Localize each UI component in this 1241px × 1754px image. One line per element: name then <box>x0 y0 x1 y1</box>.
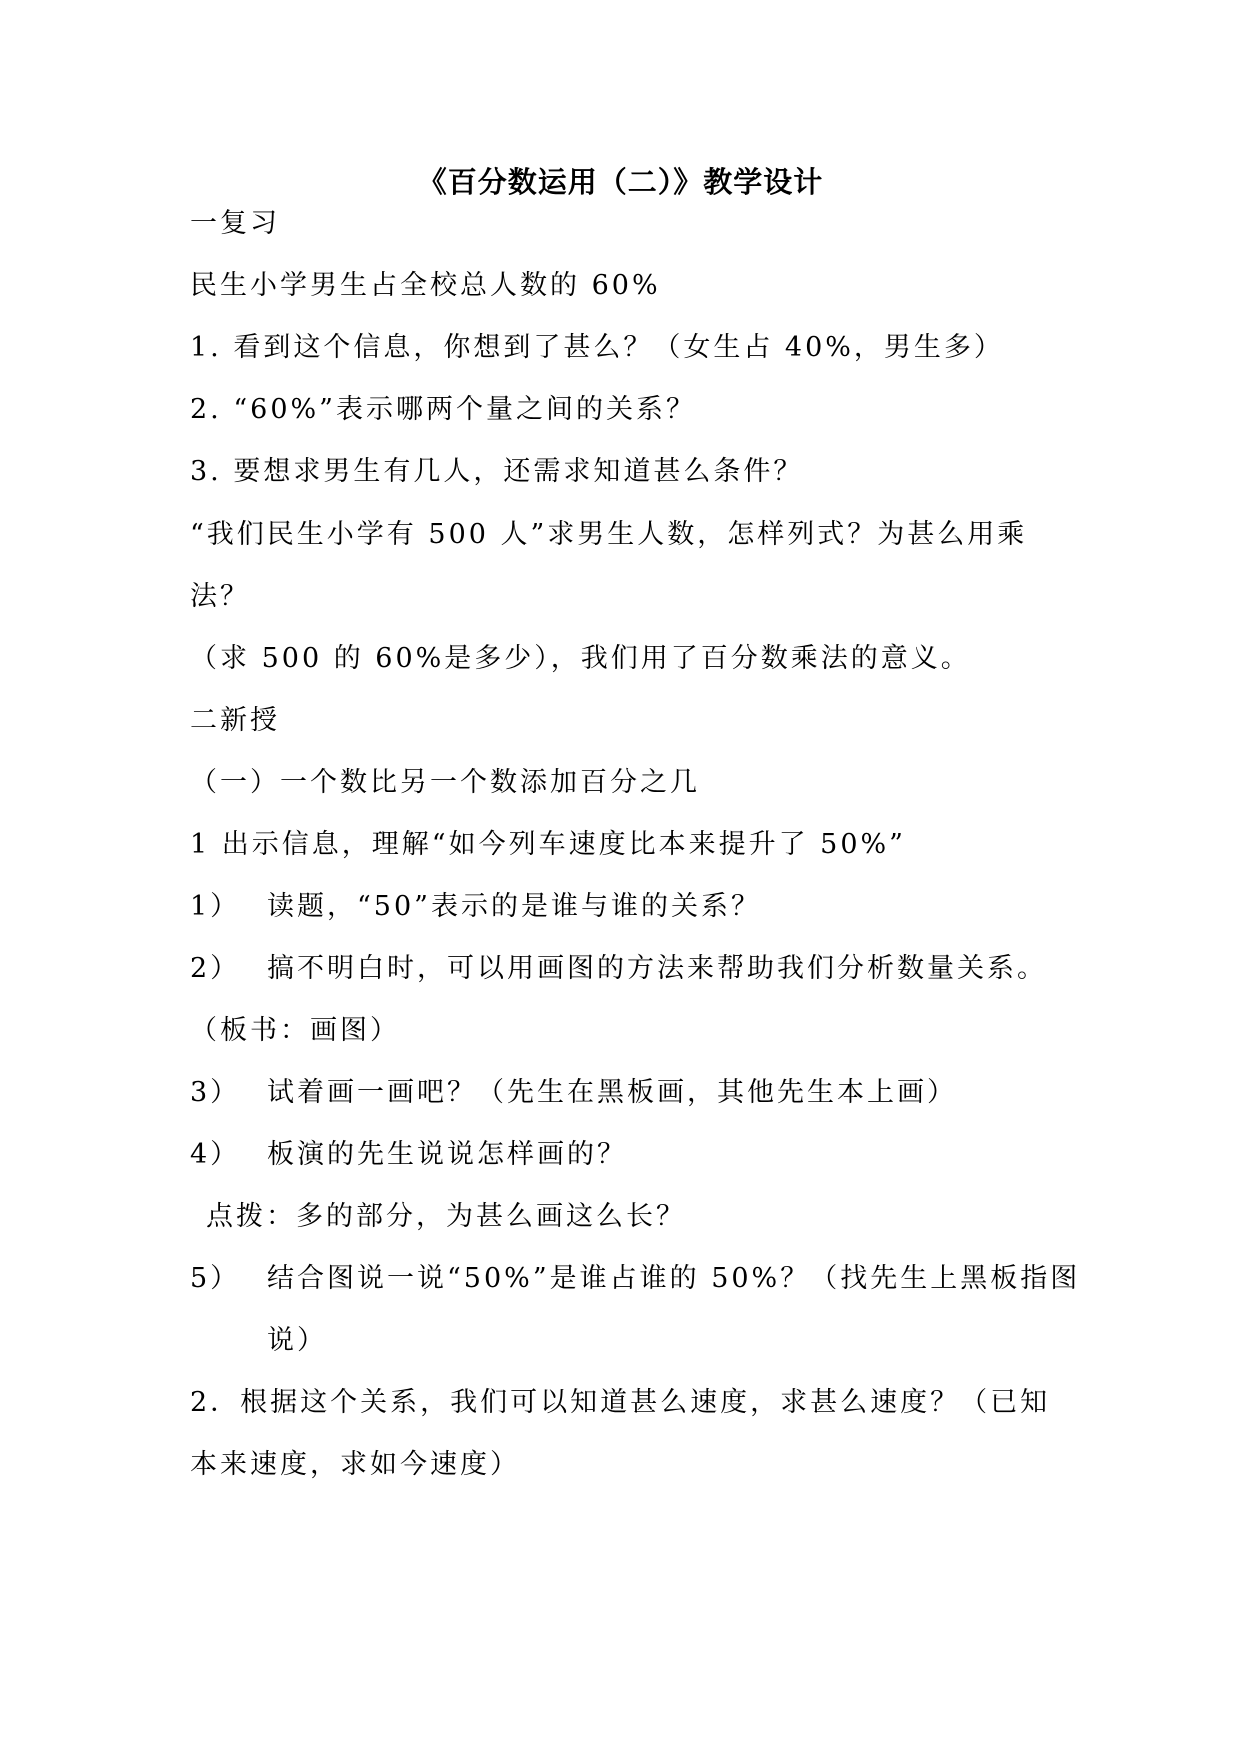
list-number: 4） <box>190 1139 241 1170</box>
section-heading-review: 一复习 <box>190 208 280 239</box>
paragraph: 法？ <box>190 581 250 612</box>
question-item: 1. 看到这个信息，你想到了甚么？（女生占 40%，男生多） <box>190 332 1004 363</box>
paragraph: （求 500 的 60%是多少），我们用了百分数乘法的意义。 <box>190 643 971 674</box>
list-item-text: 读题，“50”表示的是谁与谁的关系？ <box>267 891 761 922</box>
list-item-text: 试着画一画吧？（先生在黑板画，其他先生本上画） <box>267 1077 957 1108</box>
list-item-text: 结合图说一说“50%”是谁占谁的 50%？（找先生上黑板指图 <box>267 1263 1081 1294</box>
list-item <box>190 887 1070 927</box>
list-item <box>190 949 1070 989</box>
paragraph: 1 出示信息，理解“如今列车速度比本来提升了 50%” <box>190 829 906 860</box>
list-item-continuation: 说） <box>267 1325 327 1356</box>
document-title: 《百分数运用（二）》教学设计 <box>417 165 824 199</box>
paragraph: 本来速度，求如今速度） <box>190 1449 520 1480</box>
question-item: 3. 要想求男生有几人，还需求知道甚么条件？ <box>190 456 804 487</box>
list-number: 3） <box>190 1077 241 1108</box>
paragraph: （板书：画图） <box>190 1015 400 1046</box>
list-number: 1） <box>190 891 241 922</box>
list-item-text: 搞不明白时，可以用画图的方法来帮助我们分析数量关系。 <box>267 953 1047 984</box>
subsection-heading: （一）一个数比另一个数添加百分之几 <box>190 767 700 798</box>
list-number: 5） <box>190 1263 241 1294</box>
list-number: 2） <box>190 953 241 984</box>
list-item <box>190 1259 1081 1299</box>
section-heading-new: 二新授 <box>190 705 280 736</box>
list-item <box>190 1135 1070 1175</box>
list-item-text: 板演的先生说说怎样画的？ <box>267 1139 627 1170</box>
paragraph: 民生小学男生占全校总人数的 60% <box>190 270 661 301</box>
list-item <box>190 1073 1070 1113</box>
question-item: 2. “60%”表示哪两个量之间的关系？ <box>190 394 696 425</box>
paragraph: “我们民生小学有 500 人”求男生人数，怎样列式？为甚么用乘 <box>190 519 1028 550</box>
paragraph: 2．根据这个关系，我们可以知道甚么速度，求甚么速度？（已知 <box>190 1387 1051 1418</box>
paragraph: 点拨：多的部分，为甚么画这么长？ <box>206 1201 686 1232</box>
